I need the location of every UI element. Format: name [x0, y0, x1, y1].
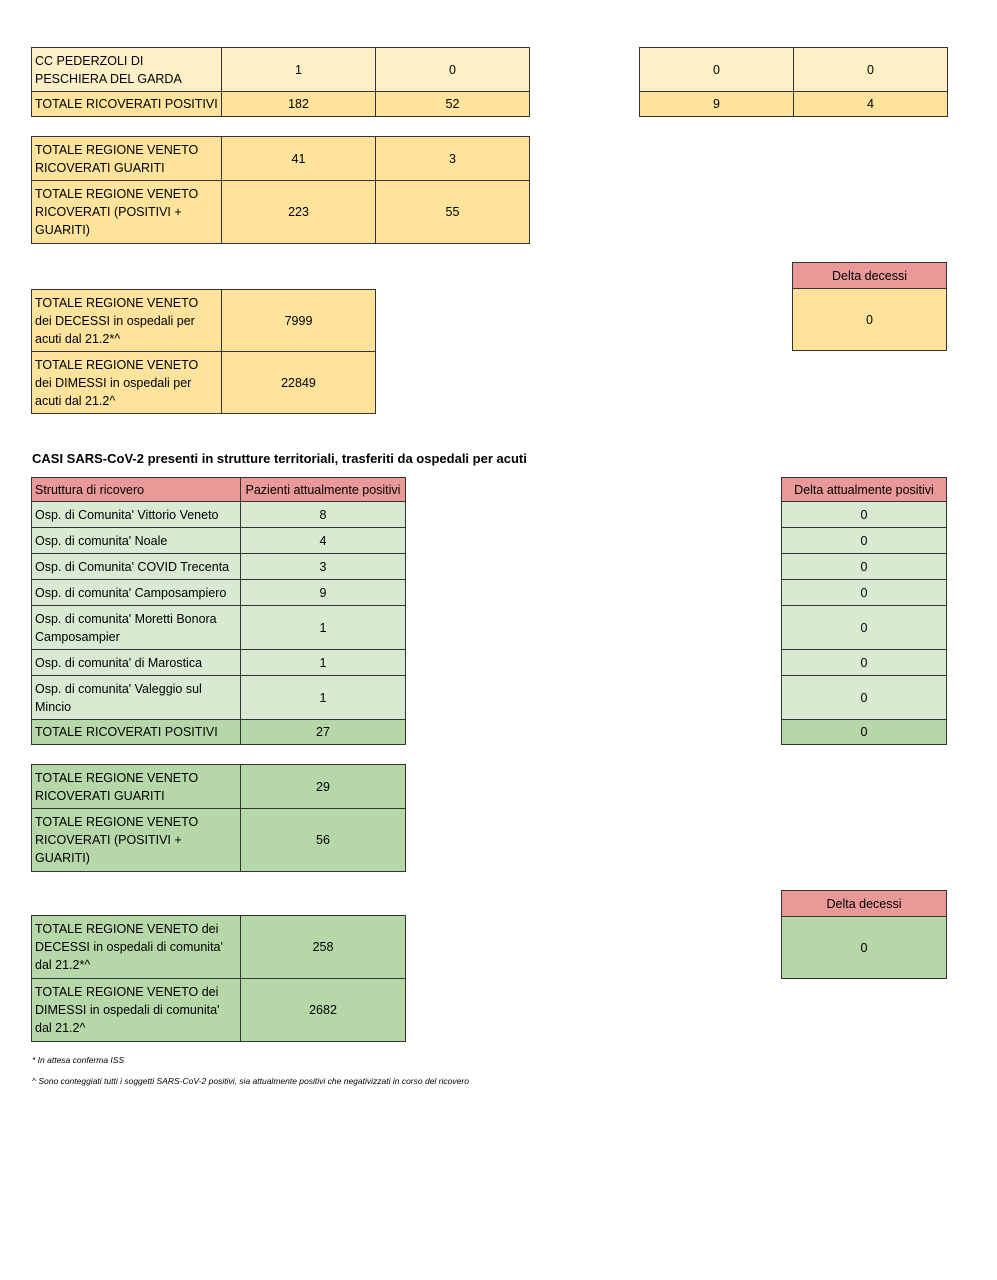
table-row [32, 606, 406, 650]
delta-value: 0 [782, 606, 947, 650]
row-label: TOTALE REGIONE VENETO dei DIMESSI in ospedali di comunita' dal 21.2^ [32, 979, 241, 1042]
row-value: 1 [241, 606, 406, 650]
row-label: CC PEDERZOLI DI PESCHIERA DEL GARDA [32, 48, 222, 92]
row-value: 1 [241, 650, 406, 676]
community-delta-table [781, 477, 947, 745]
delta-header: Delta attualmente positivi [782, 478, 947, 502]
row-value: 56 [241, 809, 406, 872]
table-row [32, 554, 406, 580]
delta-value: 0 [782, 917, 947, 979]
row-label: TOTALE REGIONE VENETO dei DECESSI in ospedali per acuti dal 21.2*^ [32, 290, 222, 352]
row-label: Osp. di comunita' Valeggio sul Mincio [32, 676, 241, 720]
table-row [32, 352, 376, 414]
row-label: TOTALE RICOVERATI POSITIVI [32, 720, 241, 745]
row-value: 52 [376, 92, 530, 117]
delta-header: Delta decessi [782, 891, 947, 917]
table-row [32, 979, 406, 1042]
row-value: 0 [794, 48, 948, 92]
community-totals-table [31, 764, 406, 872]
row-value: 1 [241, 676, 406, 720]
table-row [32, 181, 530, 244]
acute-hospital-table [31, 47, 530, 117]
row-value: 55 [376, 181, 530, 244]
row-label: TOTALE REGIONE VENETO RICOVERATI (POSITIVI + GUARITI) [32, 809, 241, 872]
row-label: TOTALE REGIONE VENETO RICOVERATI GUARITI [32, 765, 241, 809]
row-value: 4 [241, 528, 406, 554]
row-label: Osp. di comunita' Camposampiero [32, 580, 241, 606]
table-row [782, 502, 947, 528]
delta-value: 0 [782, 528, 947, 554]
row-value: 9 [241, 580, 406, 606]
table-row [782, 650, 947, 676]
table-row [782, 606, 947, 650]
delta-value: 0 [782, 650, 947, 676]
total-row [640, 92, 948, 117]
delta-header: Delta decessi [793, 263, 947, 289]
table-row [32, 502, 406, 528]
row-value: 258 [241, 916, 406, 979]
table-row [32, 48, 530, 92]
footnote: * In attesa conferma ISS [32, 1055, 125, 1065]
table-row [782, 917, 947, 979]
row-value: 4 [794, 92, 948, 117]
acute-delta-table [639, 47, 948, 117]
row-value: 7999 [222, 290, 376, 352]
table-row [782, 554, 947, 580]
table-row [32, 676, 406, 720]
row-value: 1 [222, 48, 376, 92]
row-label: Osp. di comunita' di Marostica [32, 650, 241, 676]
row-value: 9 [640, 92, 794, 117]
total-row [32, 92, 530, 117]
row-value: 8 [241, 502, 406, 528]
row-value: 22849 [222, 352, 376, 414]
community-deaths-table [31, 915, 406, 1042]
row-value: 41 [222, 137, 376, 181]
table-row [32, 290, 376, 352]
total-row [782, 720, 947, 745]
row-value: 2682 [241, 979, 406, 1042]
row-value: 182 [222, 92, 376, 117]
total-row [32, 720, 406, 745]
row-value: 0 [640, 48, 794, 92]
row-value: 0 [376, 48, 530, 92]
delta-value: 0 [793, 289, 947, 351]
row-label: TOTALE REGIONE VENETO RICOVERATI GUARITI [32, 137, 222, 181]
row-value: 27 [241, 720, 406, 745]
table-row [32, 916, 406, 979]
header-row [782, 891, 947, 917]
delta-total: 0 [782, 720, 947, 745]
acute-totals-table [31, 136, 530, 244]
table-row [32, 528, 406, 554]
table-row [793, 289, 947, 351]
acute-deaths-table [31, 289, 376, 414]
row-value: 223 [222, 181, 376, 244]
table-row [782, 580, 947, 606]
acute-delta-deaths-table [792, 262, 947, 351]
row-label: TOTALE REGIONE VENETO dei DECESSI in ospedali di comunita' dal 21.2*^ [32, 916, 241, 979]
header-row [782, 478, 947, 502]
table-row [32, 809, 406, 872]
row-label: TOTALE REGIONE VENETO RICOVERATI (POSITIVI + GUARITI) [32, 181, 222, 244]
table-row [32, 580, 406, 606]
header-pazienti: Pazienti attualmente positivi [241, 478, 406, 502]
table-row [32, 765, 406, 809]
delta-value: 0 [782, 502, 947, 528]
table-row [782, 676, 947, 720]
row-label: Osp. di comunita' Noale [32, 528, 241, 554]
row-label: Osp. di Comunita' COVID Trecenta [32, 554, 241, 580]
footnote: ^ Sono conteggiati tutti i soggetti SARS-CoV-2 positivi, sia attualmente positivi che negativizzati in corso del ricovero [32, 1076, 469, 1086]
header-row [793, 263, 947, 289]
community-hospital-table [31, 477, 406, 745]
header-struttura: Struttura di ricovero [32, 478, 241, 502]
delta-value: 0 [782, 554, 947, 580]
community-delta-deaths-table [781, 890, 947, 979]
table-row [32, 650, 406, 676]
row-label: Osp. di Comunita' Vittorio Veneto [32, 502, 241, 528]
row-value: 29 [241, 765, 406, 809]
row-label: Osp. di comunita' Moretti Bonora Camposampier [32, 606, 241, 650]
table-row [782, 528, 947, 554]
row-value: 3 [241, 554, 406, 580]
section-title: CASI SARS-CoV-2 presenti in strutture territoriali, trasferiti da ospedali per acuti [32, 451, 527, 466]
delta-value: 0 [782, 580, 947, 606]
header-row [32, 478, 406, 502]
table-row [32, 137, 530, 181]
row-label: TOTALE RICOVERATI POSITIVI [32, 92, 222, 117]
row-value: 3 [376, 137, 530, 181]
table-row [640, 48, 948, 92]
row-label: TOTALE REGIONE VENETO dei DIMESSI in ospedali per acuti dal 21.2^ [32, 352, 222, 414]
delta-value: 0 [782, 676, 947, 720]
